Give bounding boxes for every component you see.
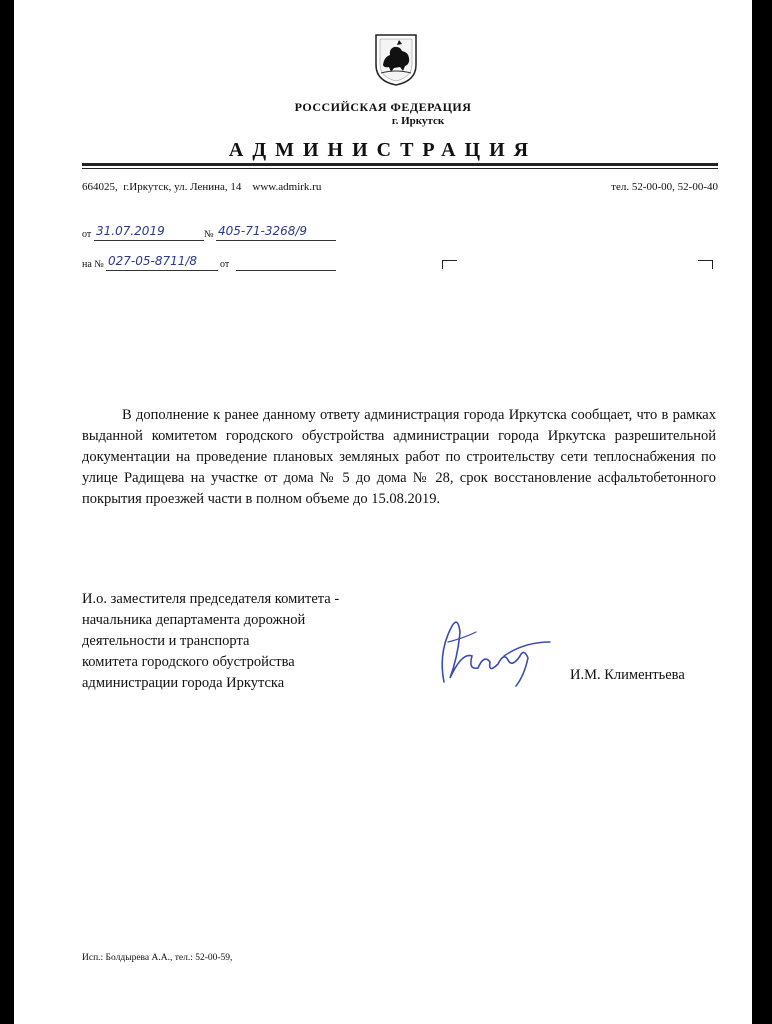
reply-from-label: от: [220, 259, 230, 270]
city-name: г. Иркутск: [391, 115, 445, 127]
country-name: РОССИЙСКАЯ ФЕДЕРАЦИЯ: [294, 100, 472, 114]
addressee-corner-left: [442, 260, 457, 269]
from-label: от: [82, 229, 92, 240]
header-rule-thick: [82, 163, 718, 166]
reply-number: 027-05-8711/8: [108, 254, 198, 268]
letter-page: [14, 0, 752, 1024]
body-paragraph: В дополнение к ранее данному ответу администрация города Иркутска сообщает, что в рамках выданной комитетом городского обустройства администрации города Иркутска разрешительной документации на проведение плановых земляных работ по строительству сети теплоснабжения по улице Радищева на участке от дома № 5 до дома № 28, срок восстановление асфальтобетонного покрытия проезжей части в полном объеме до 15.08.2019.: [82, 407, 716, 507]
reply-date-underline: [236, 270, 336, 271]
letter-date: 31.07.2019: [96, 224, 165, 238]
handwritten-signature: [424, 612, 554, 692]
position-line: начальника департамента дорожной: [82, 612, 306, 628]
phone-line: тел. 52-00-00, 52-00-40: [611, 181, 718, 193]
signer-position: [82, 589, 339, 694]
number-underline: [216, 240, 336, 241]
letter-number: 405-71-3268/9: [218, 224, 308, 238]
position-line: комитета городского обустройства: [82, 654, 295, 670]
signer-name: И.М. Климентьева: [570, 667, 685, 683]
reply-number-underline: [106, 270, 218, 271]
position-line: деятельности и транспорта: [82, 633, 250, 649]
address-line: 664025, г.Иркутск, ул. Ленина, 14 www.admirk.ru: [82, 181, 322, 193]
header-rule-thin: [82, 168, 718, 169]
letter-body: [82, 405, 716, 510]
position-line: И.о. заместителя председателя комитета -: [82, 591, 340, 607]
reply-label: на №: [82, 259, 104, 270]
organization-title: АДМИНИСТРАЦИЯ: [228, 139, 538, 161]
executor-line: Исп.: Болдырева А.А., тел.: 52-00-59,: [82, 953, 233, 963]
position-line: администрации города Иркутска: [82, 675, 285, 691]
number-label: №: [204, 229, 214, 240]
addressee-corner-right: [698, 260, 713, 269]
date-underline: [94, 240, 204, 241]
irkutsk-coat-of-arms-icon: [374, 33, 418, 87]
